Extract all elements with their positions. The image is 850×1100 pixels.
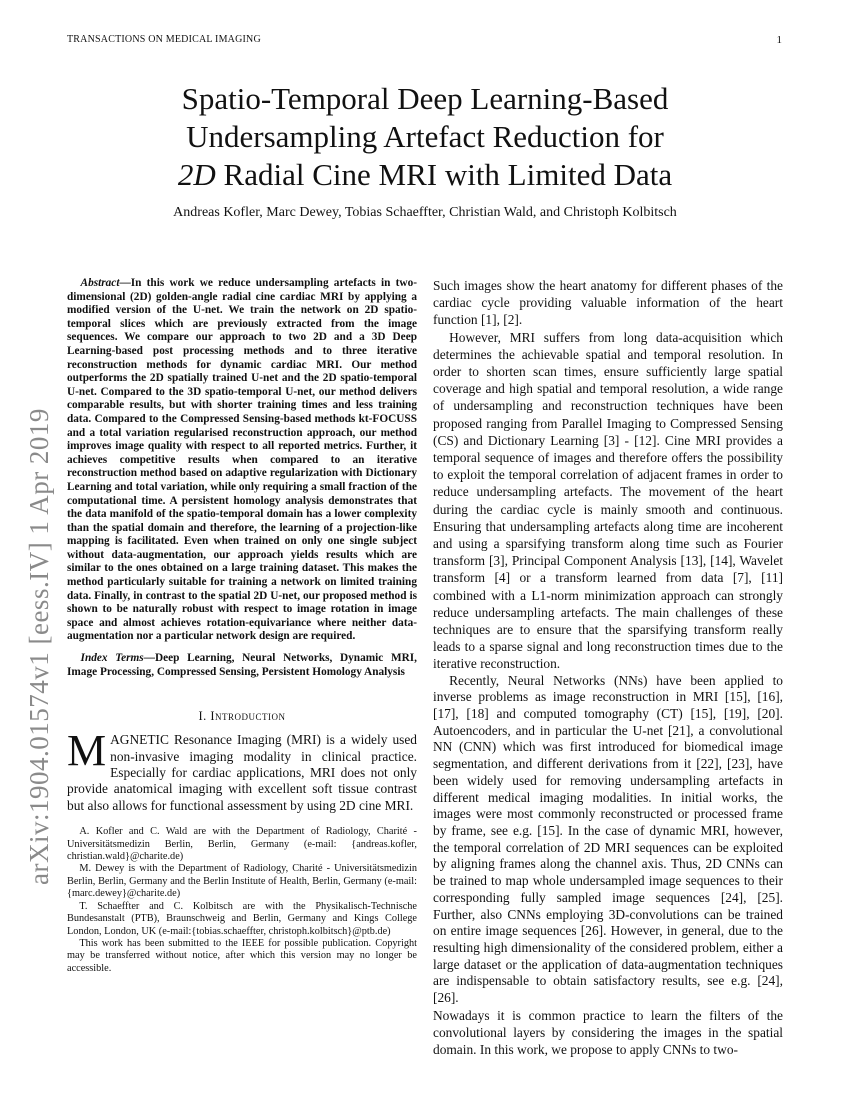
drop-cap: M [67, 726, 107, 776]
introduction-text: AGNETIC Resonance Imaging (MRI) is a widely used non-invasive imaging modality in clinical practice. Especially for cardiac applications, MRI does not only provide anatomical imaging with excellent soft tissue contrast but also allows for functional assessment by using 2D cine MRI. [67, 732, 417, 813]
section-heading-introduction: I. Introduction [198, 709, 286, 724]
body-paragraph: Nowadays it is common practice to learn the filters of the convolutional layers by considering the images in the spatial domain. In this work, we propose to apply CNNs to two- [433, 1007, 783, 1058]
index-terms [67, 652, 417, 679]
title-line-1: Spatio-Temporal Deep Learning-Based [181, 81, 669, 116]
body-paragraph: However, MRI suffers from long data-acquisition which determines the achievable spatial and temporal resolution. In order to shorten scan times, ensure sufficiently large spatial coverage and high spatial and temporal resolution, a wide range of undersampling and reconstruction techniques have been proposed ranging from Parallel Imaging to Compressed Sensing (CS) and Dictionary Learning [3] - [12]. Cine MRI provides a temporal sequence of images and therefore offers the possibility to exploit the temporal correlation of adjacent frames in order to reduce undersampling artefacts. The movement of the heart during the cardiac cycle is mainly smooth and continuous. Ensuring that undersampling artefacts along time are incoherent and using a sparsifying transform along time such as Fourier transform [3], Principal Component Analysis [13], [14], Wavelet transform [4] or a transform learned from data [7], [11] combined with a L1-norm minimization approach can strongly reduce undersampling artefacts. The main challenges of these techniques are to ensure that the sparsifying transform really leads to a sparse signal and long reconstruction times due to the iterative reconstruction. [433, 329, 783, 672]
title-line-3: Radial Cine MRI with Limited Data [215, 157, 673, 192]
left-column [67, 277, 417, 975]
paper-title [90, 80, 760, 194]
index-terms-text: —Deep Learning, Neural Networks, Dynamic MRI, Image Processing, Compressed Sensing, Persistent Homology Analysis [67, 652, 417, 678]
body-paragraph: Recently, Neural Networks (NNs) have been applied to inverse problems as image reconstruction in MRI [15], [16], [17], [18] and computed tomography (CT) [15], [19], [20]. Autoencoders, and in particular the U-net [21], a convolutional NN (CNN) which was first introduced for biomedical image segmentation, and different derivations from it [22], [23], have been widely used for removing undersampling artefacts in different medical imaging modalities. In initial works, the images were most commonly reconstructed or processed frame by frame, see e.g. [15]. In the case of dynamic MRI, however, the temporal correlation of 2D MRI sequences can be exploited by aligning frames along the channel axis. Thus, 2D CNNs can be trained to map whole undersampled image sequences to their corresponding fully sampled image sequences [24], [25]. Further, also CNNs employing 3D-convolutions can be trained on entire image sequences [26]. However, in general, due to the resulting high dimensionality of the considered problem, either a large dataset or the application of data-augmentation techniques are indispensable to obtain satisfactory results, see e.g. [24], [26]. [433, 672, 783, 1006]
title-math: 2D [177, 157, 216, 192]
body-paragraph: Such images show the heart anatomy for different phases of the cardiac cycle providing valuable information of the heart function [1], [2]. [433, 278, 783, 328]
abstract [67, 277, 417, 644]
title-line-2: Undersampling Artefact Reduction for [186, 119, 664, 154]
right-column [433, 277, 783, 1058]
abstract-lead: Abstract [80, 277, 120, 289]
abstract-text: —In this work we reduce undersampling artefacts in two-dimensional (2D) golden-angle radial cine cardiac MRI by applying a modified version of the U-net. We train the network on 2D spatio-temporal slices which are previously extracted from the image sequences. We compare our approach to two 2D and a 3D Deep Learning-based post processing methods and to three iterative reconstruction methods for dynamic cardiac MRI. Our method outperforms the 2D spatially trained U-net and the 2D spatio-temporal U-net. Compared to the 3D spatio-temporal U-net, our method delivers comparable results, but with shorter training times and less training data. Compared to the Compressed Sensing-based methods kt-FOCUSS and a total variation regularised reconstruction approach, our method improves image quality with respect to all reported metrics. Further, it achieves competitive results when compared to an iterative reconstruction method based on adaptive regularization with Dictionary Learning and total variation, while only requiring a small fraction of the computational time. A persistent homology analysis demonstrates that the data manifold of the spatio-temporal domain has a lower complexity than the spatial domain and therefore, the learning of a projection-like mapping is facilitated. Even when trained on only one single subject without data-augmentation, our approach yields results which are similar to the ones obtained on a large training dataset. This makes the method particularly suitable for training a network on limited training data. Finally, in contrast to the spatial 2D U-net, our proposed method is shown to be naturally robust with respect to image rotation in image space and almost achieves rotation-equivariance where neither data-augmentation nor a particular network design are required. [67, 277, 417, 643]
introduction-paragraph [67, 726, 417, 814]
arxiv-stamp: arXiv:1904.01574v1 [eess.IV] 1 Apr 2019 [24, 408, 54, 885]
footnote: This work has been submitted to the IEEE for possible publication. Copyright may be transferred without notice, after which this version may no longer be accessible. [67, 937, 417, 974]
footnotes [67, 826, 417, 975]
running-head: TRANSACTIONS ON MEDICAL IMAGING [67, 34, 261, 45]
author-list: Andreas Kofler, Marc Dewey, Tobias Schaeffter, Christian Wald, and Christoph Kolbitsch [173, 205, 677, 220]
footnote: M. Dewey is with the Department of Radiology, Charité - Universitätsmedizin Berlin, Berlin, Germany and the Berlin Institute of Health, Berlin, Germany (e-mail: {marc.dewey}@charite.de) [67, 863, 417, 900]
index-terms-lead: Index Terms [80, 652, 144, 665]
footnote: T. Schaeffter and C. Kolbitsch are with the Physikalisch-Technische Bundesanstalt (PTB), Braunschweig and Berlin, Germany and Kings College London, London, UK (e-mail:{tobias.schaeffter, christoph.kolbitsch}@ptb.de) [67, 900, 417, 937]
footnote: A. Kofler and C. Wald are with the Department of Radiology, Charité - Universitätsmedizin Berlin, Berlin, Germany (e-mail: {andreas.kofler, christian.wald}@charite.de) [67, 826, 417, 863]
page-number: 1 [776, 34, 782, 46]
